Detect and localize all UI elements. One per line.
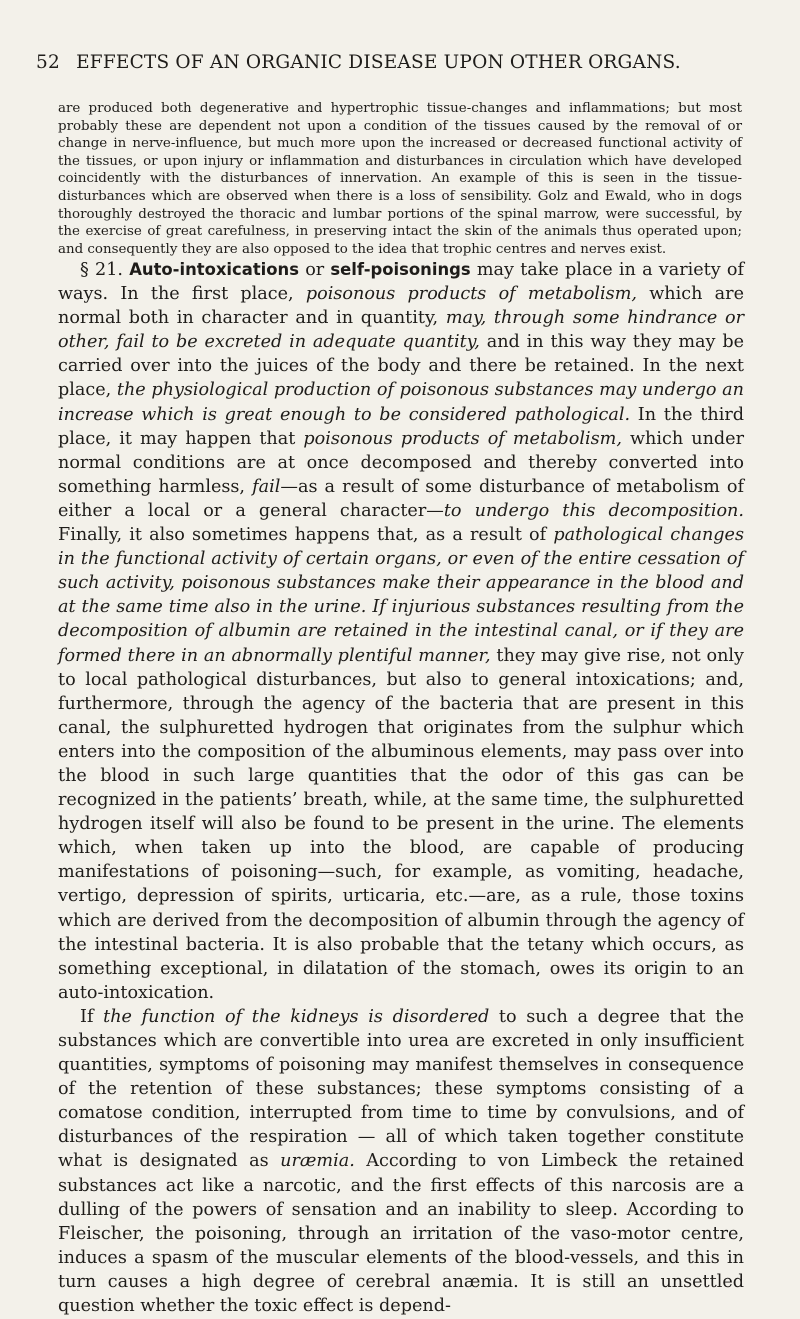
italic-phrase: uræmia.	[280, 1151, 355, 1172]
text-run: According to von Limbeck the retained substances act like a narcotic, and the first effects of this narcosis are a dulling of the powers of sensation and an inability to sleep. According to Fleischer, the poisoning, through an irritation of the vaso-motor centre, induces a spasm of the muscular elements of the blood-vessels, and this in turn causes a high degree of cerebral anæmia. It is still an unsettled question whether the toxic effect is depend-	[58, 1151, 744, 1317]
italic-phrase: poisonous products of metabolism,	[305, 284, 637, 305]
section-paragraph-1	[58, 258, 744, 1005]
paragraph-1-body	[58, 260, 744, 1003]
small-print-text: are produced both degenerative and hypertrophic tissue-changes and inflammations; but most probably these are dependent not upon a condition of the tissues caused by the removal of or change in nerve-influence, but much more upon the increased or decreased functional activity of the tissues, or upon injury or inflammation and disturbances in circulation which have developed coincidently with the disturbances of innervation. An example of this is seen in the tissue-disturbances which are observed when there is a loss of sensibility. Golz and Ewald, who in dogs thoroughly destroyed the thoracic and lumbar portions of the spinal marrow, were successful, by the exercise of great carefulness, in preserving intact the skin of the animals thus operated upon; and consequently they are also opposed to the idea that trophic centres and nerves exist.	[58, 101, 742, 257]
italic-phrase: to undergo this decomposition.	[443, 500, 744, 521]
text-run: If	[80, 1006, 104, 1027]
section-heading-or: or	[305, 260, 325, 280]
section-heading-term-1: Auto-intoxications	[129, 260, 299, 279]
italic-phrase: pathological changes in the functional activity of certain organs, or even of the entire cessation of such activity, poisonous substances make their appearance in the blood and at the same time also in the urine.	[58, 525, 745, 618]
italic-phrase: the physiological production of poisonous substances may undergo an increase which is great enough to be considered pathological.	[58, 380, 744, 425]
section-21	[58, 258, 744, 1318]
italic-phrase: may, through some hindrance or other, fail to be excreted in adequate quantity,	[58, 308, 744, 353]
italic-phrase: fail	[252, 476, 281, 497]
text-run: Finally, it also sometimes happens that, as a result of	[58, 525, 554, 546]
text-run: to such a degree that the substances which are convertible into urea are excreted in only insufficient quantities, symptoms of poisoning may manifest themselves in consequence of the retention of these substances; these symptoms consisting of a comatose condition, interrupted from time to time by convulsions, and of disturbances of the respiration — all of which taken together constitute what is designated as	[58, 1006, 745, 1172]
text-run: and in this way they may be carried over into the juices of the body and there be retained. In the next place,	[58, 332, 744, 401]
text-run: may take place in a variety of ways. In the first place,	[58, 260, 744, 305]
text-run: they may give rise, not only to local pathological disturbances, but also to general intoxications; and, furthermore, through the agency of the bacteria that are present in this canal, the sulphuretted hydrogen that originates from the sulphur which enters into the composition of the albuminous elements, may pass over into the blood in such large quantities that the odor of this gas can be recognized in the patients’ breath, while, at the same time, the sulphuretted hydrogen itself will also be found to be present in the urine. The elements which, when taken up into the blood, are capable of producing manifestations of poisoning—such, for example, as vomiting, headache, vertigo, depression of spirits, urticaria, etc.—are, as a rule, those toxins which are derived from the decomposition of albumin through the agency of the intestinal bacteria. It is also probable that the tetany which occurs, as something exceptional, in dilatation of the stomach, owes its origin to an auto-intoxication.	[58, 645, 744, 1003]
text-run: —as a result of some disturbance of metabolism of either a local or a general character—	[58, 476, 744, 521]
italic-phrase: poisonous products of metabolism,	[303, 428, 622, 449]
section-paragraph-2	[58, 1005, 744, 1318]
text-run: In the third place, it may happen that	[58, 404, 745, 449]
text-run: which are normal both in character and in quantity,	[58, 284, 744, 329]
italic-phrase: If injurious substances resulting from the decomposition of albumin are retained in the intestinal canal, or if they are formed there in an abnormally plentiful manner,	[58, 597, 745, 666]
running-head-title: EFFECTS OF AN ORGANIC DISEASE UPON OTHER ORGANS.	[76, 52, 681, 73]
running-header	[36, 52, 736, 73]
page-number: 52	[36, 52, 60, 73]
continued-paragraph	[58, 100, 742, 258]
italic-phrase: the function of the kidneys is disordered	[103, 1006, 490, 1027]
section-number: § 21.	[80, 260, 123, 280]
text-run: which under normal conditions are at once decomposed and thereby converted into something harmless,	[58, 428, 744, 497]
section-heading-term-2: self-poisonings	[330, 260, 471, 279]
